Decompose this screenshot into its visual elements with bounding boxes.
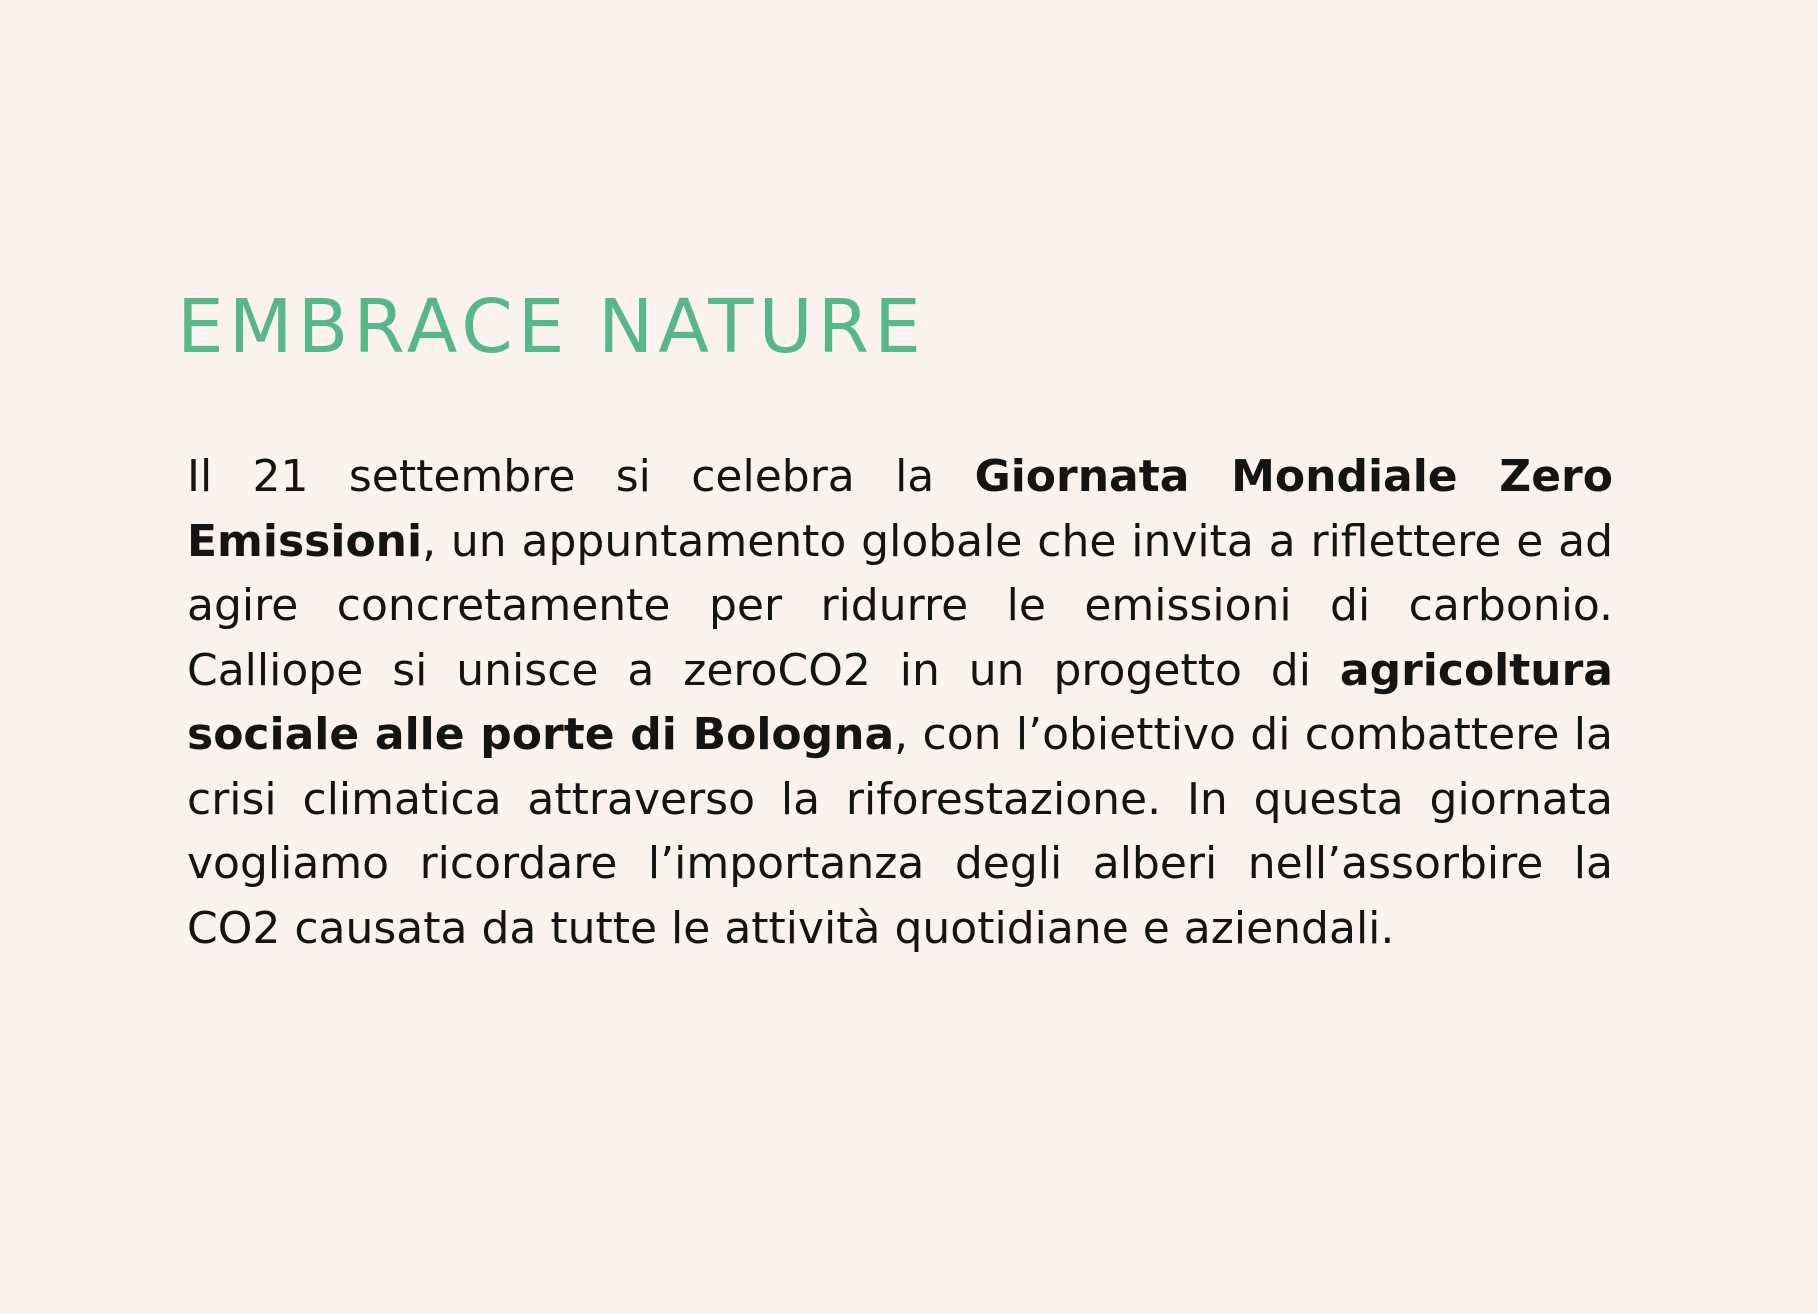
paragraph-highlight-project: agricoltura sociale alle porte di Bologna [187, 644, 1613, 760]
body-paragraph [187, 445, 1613, 961]
paragraph-text-intro: Il 21 settembre si celebra la [187, 451, 975, 502]
paragraph-text-description: , un appuntamento globale che invita a riflettere e ad agire concretamente per ridurre le emissioni di carbonio. Calliope si unisce a zeroCO2 in un progetto di [187, 515, 1613, 696]
page-title: EMBRACE NATURE [177, 284, 926, 370]
paragraph-highlight-event: Giornata Mondiale Zero Emissioni [187, 451, 1613, 567]
paragraph-text-conclusion: , con l’obiettivo di combattere la crisi climatica attraverso la riforestazione. In questa giornata vogliamo ricordare l’importanza degli alberi nell’assorbire la CO2 causata da tutte le attività quotidiane e aziendali. [187, 709, 1613, 954]
